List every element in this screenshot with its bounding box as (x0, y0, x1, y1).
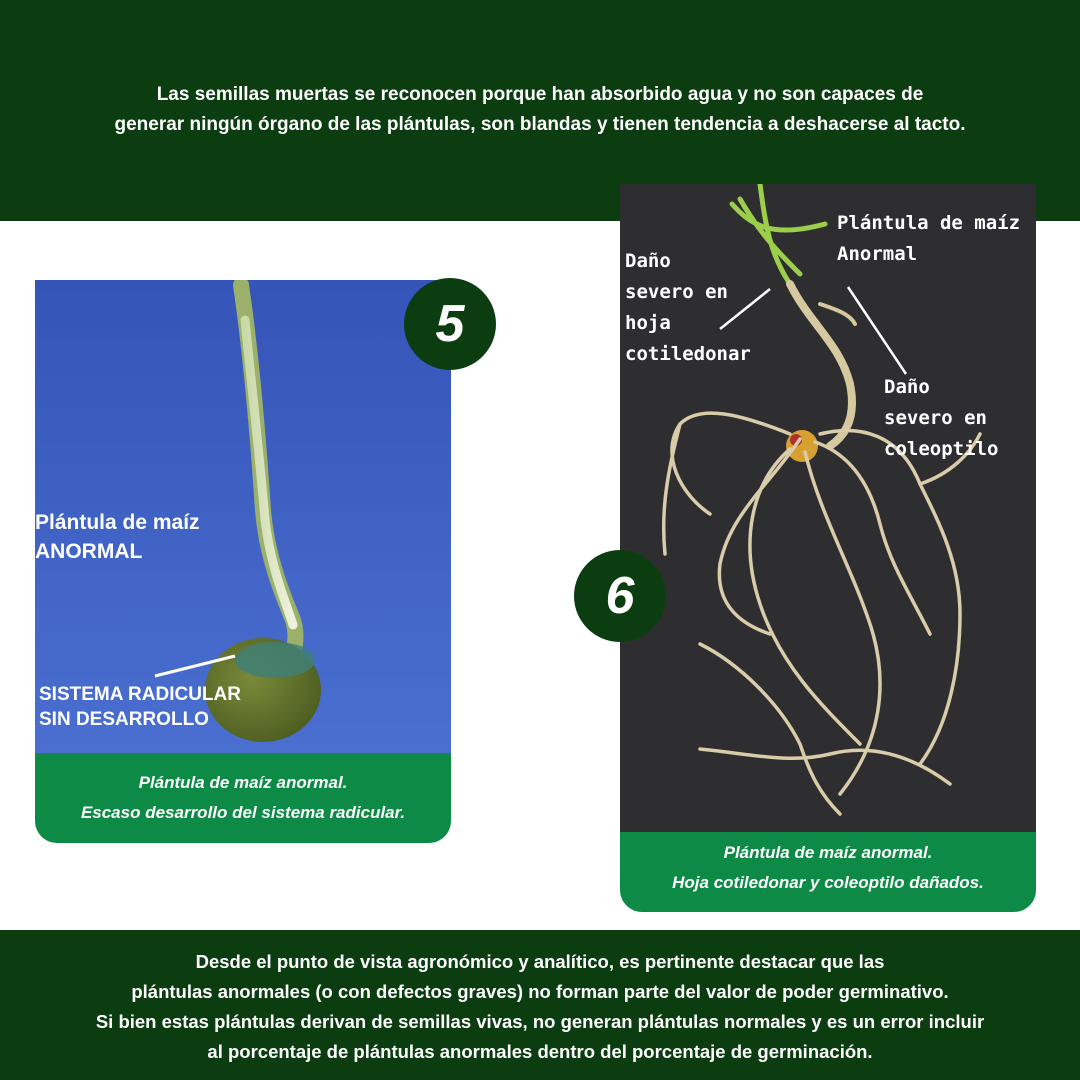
footer-text (0, 947, 1080, 1067)
label-cotyledon-damage: Daño severo en hoja cotiledonar (625, 250, 751, 365)
footer-banner (0, 930, 1080, 1080)
badge-number-6: 6 (574, 550, 666, 642)
label-seedling-abnormal: Plántula de maíz ANORMAL (35, 511, 200, 563)
header-line: generar ningún órgano de las plántulas, son blandas y tienen tendencia a deshacerse al tacto. (114, 114, 966, 135)
footer-line: Si bien estas plántulas derivan de semillas vivas, no generan plántulas normales y es un error incluir (95, 1011, 985, 1032)
header-line: Las semillas muertas se reconocen porque han absorbido agua y no son capaces de (156, 84, 924, 105)
card-seedling-5 (35, 280, 451, 843)
label-coleoptile-damage: Daño severo en coleoptilo (884, 376, 999, 460)
label-seedling-abnormal: Plántula de maíz Anormal (837, 212, 1021, 265)
header-text (0, 80, 1080, 140)
caption-5: Plántula de maíz anormal. Escaso desarrollo del sistema radicular. (80, 773, 406, 822)
badge-number-5: 5 (404, 278, 496, 370)
footer-line: al porcentaje de plántulas anormales dentro del porcentaje de germinación. (207, 1041, 873, 1062)
label-root-system: SISTEMA RADICULAR SIN DESARROLLO (39, 684, 241, 730)
footer-line: plántulas anormales (o con defectos graves) no forman parte del valor de poder germinativo. (131, 981, 949, 1002)
footer-line: Desde el punto de vista agronómico y analítico, es pertinente destacar que las (195, 951, 885, 972)
card-seedling-6 (620, 184, 1036, 912)
caption-6: Plántula de maíz anormal. Hoja cotiledonar y coleoptilo dañados. (672, 843, 984, 892)
